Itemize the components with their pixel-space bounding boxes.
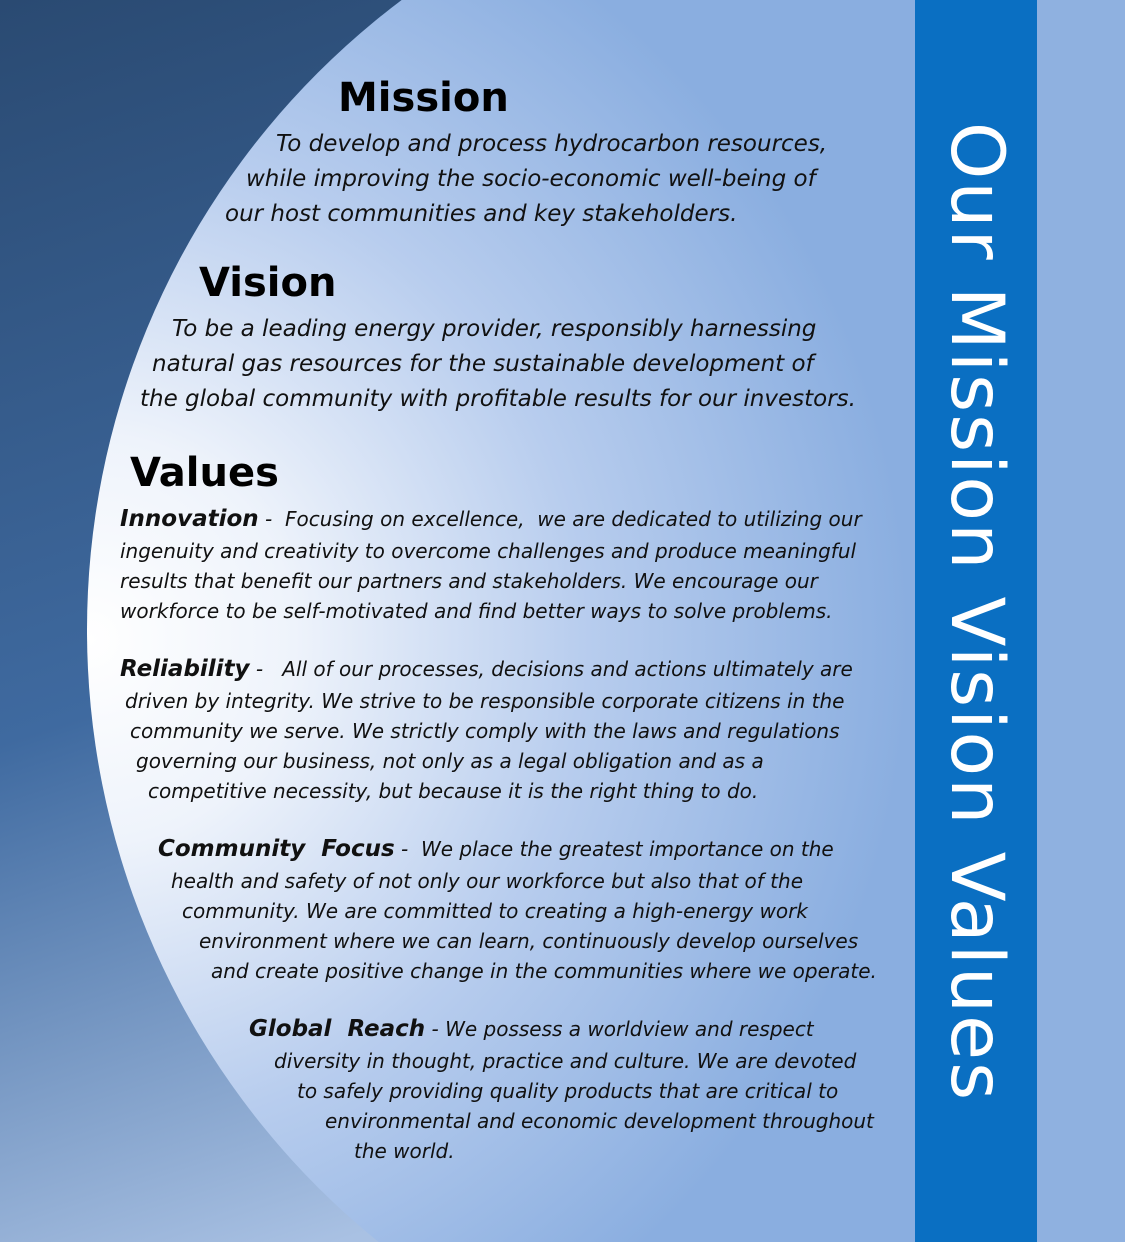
value-item-global-reach [249,1018,814,1041]
value-text: ingenuity and creativity to overcome challenges and produce meaningful [120,539,857,563]
value-text: workforce to be self-motivated and find better ways to solve problems. [120,599,833,623]
vision-line: To be a leading energy provider, responsibly harnessing [172,316,817,342]
value-text: driven by integrity. We strive to be responsible corporate citizens in the [125,689,845,713]
value-text: community we serve. We strictly comply with the laws and regulations [130,719,840,743]
value-text: We possess a worldview and respect [438,1017,814,1041]
value-text: All of our processes, decisions and actions ultimately are [263,657,853,681]
value-dash: - [425,1017,439,1041]
value-text: environment where we can learn, continuously develop ourselves [199,929,859,953]
value-text: We place the greatest importance on the [408,837,834,861]
value-text: health and safety of not only our workforce but also that of the [171,869,803,893]
value-title: Reliability [120,656,250,682]
value-item-reliability [120,658,853,681]
value-text: to safely providing quality products that are critical to [297,1079,839,1103]
value-title: Innovation [120,506,259,532]
mission-heading: Mission [338,75,509,121]
sidebar-title: Our Mission Vision Values [934,121,1019,1103]
vision-line: the global community with profitable results for our investors. [140,386,856,412]
value-title: Community Focus [158,836,395,862]
value-text: community. We are committed to creating a high-energy work [182,899,808,923]
value-text: and create positive change in the communities where we operate. [211,959,877,983]
value-item-innovation [120,508,862,531]
mission-line: our host communities and key stakeholders. [225,201,738,227]
value-dash: - [394,837,409,861]
value-text: competitive necessity, but because it is the right thing to do. [148,779,759,803]
mission-line: while improving the socio-economic well-being of [246,166,816,192]
values-heading: Values [130,450,279,496]
value-title: Global Reach [249,1016,426,1042]
value-text: Focusing on excellence, we are dedicated to utilizing our [272,507,862,531]
value-item-community-focus [158,838,834,861]
value-text: governing our business, not only as a legal obligation and as a [136,749,764,773]
vision-heading: Vision [199,260,337,306]
value-text: results that benefit our partners and stakeholders. We encourage our [120,569,818,593]
mission-line: To develop and process hydrocarbon resources, [276,131,828,157]
value-text: the world. [354,1139,455,1163]
value-text: environmental and economic development throughout [325,1109,874,1133]
value-text: diversity in thought, practice and culture. We are devoted [274,1049,857,1073]
value-dash: - [258,507,273,531]
value-dash: - [249,657,264,681]
vision-line: natural gas resources for the sustainable development of [152,351,814,377]
